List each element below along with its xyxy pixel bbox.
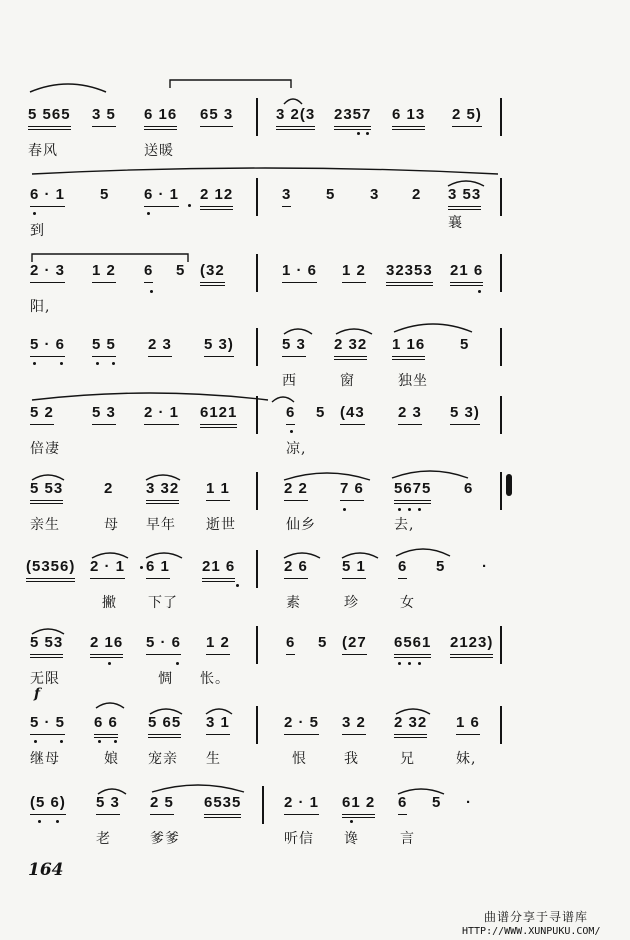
bar-line [256, 706, 258, 744]
lyric: 兄 [400, 751, 415, 767]
bar-line [500, 706, 502, 744]
note-group: 5 [100, 186, 110, 203]
octave-dot [114, 740, 117, 743]
lyric: 送暖 [144, 143, 174, 159]
octave-dot [34, 740, 37, 743]
slur [30, 388, 270, 402]
octave-dot [33, 212, 36, 215]
lyric: 到 [30, 223, 45, 239]
lyric: 爹爹 [150, 831, 180, 847]
note-group: (43 [340, 402, 365, 425]
octave-dot [290, 430, 293, 433]
note-group: 2 5) [452, 104, 482, 127]
octave-dot [350, 820, 353, 823]
note-group: 5 1 [342, 556, 366, 579]
note-group: 1 2 [206, 632, 230, 655]
bar-line [256, 550, 258, 588]
slur [30, 164, 500, 178]
lyric: 怅。 [200, 671, 230, 687]
octave-dot [147, 212, 150, 215]
notation-line [0, 334, 630, 364]
note-group: (5 6) [30, 792, 66, 815]
note-group: 1 16 [392, 334, 425, 360]
note-group: 5 [460, 336, 470, 353]
note-group: 1 · 6 [282, 260, 317, 283]
note-group: 2 · 5 [284, 712, 319, 735]
notation-line [0, 632, 630, 662]
octave-dot [56, 820, 59, 823]
note-group: 3 2 [342, 712, 366, 735]
ink-blot [506, 474, 512, 496]
note-group: 6 [464, 480, 474, 497]
octave-dot [398, 508, 401, 511]
bar-line [256, 98, 258, 136]
lyric: 老 [96, 831, 111, 847]
lyric-line [0, 296, 630, 318]
notation-line [0, 478, 630, 508]
note-group: 6 13 [392, 104, 425, 130]
lyric: 窗 [340, 373, 355, 389]
note-group: 3 53 [448, 184, 481, 210]
note-group: 1 1 [206, 478, 230, 501]
lyric: 言 [400, 831, 415, 847]
slur [28, 80, 108, 94]
note-group: 7 6 [340, 478, 364, 501]
score-row [0, 104, 630, 194]
octave-dot [108, 662, 111, 665]
note-group: 2 6 [284, 556, 308, 579]
note-group: 2 3 [148, 334, 172, 357]
lyric-line [0, 140, 630, 162]
notation-line [0, 402, 630, 432]
note-group: 21 6 [450, 260, 483, 286]
lyric: 宠亲 [148, 751, 178, 767]
notation-line [0, 712, 630, 742]
note-group: 2123) [450, 632, 493, 658]
note-group: 2357 [334, 104, 371, 130]
note-group: 6 · 1 [144, 184, 179, 207]
note-group: 6 [398, 556, 407, 579]
lyric: 女 [400, 595, 415, 611]
note-group: 5 [316, 404, 326, 421]
octave-dot [60, 740, 63, 743]
note-group: 3 32 [146, 478, 179, 504]
note-group: 5 [176, 262, 186, 279]
octave-dot [33, 362, 36, 365]
note-group: · [466, 794, 472, 811]
note-group: 5 3 [282, 334, 306, 357]
bar-line [500, 472, 502, 510]
lyric: 凉, [286, 441, 307, 457]
octave-dot [343, 508, 346, 511]
note-group: 3 2(3 [276, 104, 315, 130]
note-group: 6535 [204, 792, 241, 818]
note-group: (27 [342, 632, 367, 655]
lyric-line [0, 438, 630, 460]
slur [94, 698, 126, 710]
page-number: 164 [28, 860, 64, 880]
note-group: 2 · 1 [284, 792, 319, 815]
note-group: 2 · 1 [90, 556, 125, 579]
note-group: 32353 [386, 260, 433, 286]
note-group: 1 2 [342, 260, 366, 283]
slur [168, 76, 293, 90]
bar-line [256, 254, 258, 292]
bar-line [500, 98, 502, 136]
octave-dot [398, 662, 401, 665]
lyric: 妹, [456, 751, 477, 767]
note-group: 3 5 [92, 104, 116, 127]
note-group: 6 · 1 [30, 184, 65, 207]
note-group: 6121 [200, 402, 237, 428]
note-group: 2 · 3 [30, 260, 65, 283]
bar-line [500, 254, 502, 292]
lyric: 撇 [102, 595, 117, 611]
lyric-line [0, 668, 630, 690]
bar-line [262, 786, 264, 824]
lyric: 我 [344, 751, 359, 767]
note-group: 5 [432, 794, 442, 811]
note-group: 5 565 [28, 104, 71, 130]
note-group: 2 2 [284, 478, 308, 501]
lyric: 听信 [284, 831, 314, 847]
note-group: 3 1 [206, 712, 230, 735]
note-group: 2 5 [150, 792, 174, 815]
note-group: 5 3 [92, 402, 116, 425]
note-group: 2 32 [394, 712, 427, 738]
octave-dot [408, 508, 411, 511]
note-group: 6 [286, 402, 295, 425]
bar-line [500, 178, 502, 216]
lyric: 亲生 [30, 517, 60, 533]
octave-dot [60, 362, 63, 365]
lyric: 惆 [158, 671, 173, 687]
octave-dot [236, 584, 239, 587]
notation-line [0, 556, 630, 586]
bar-line [256, 396, 258, 434]
octave-dot [140, 566, 143, 569]
watermark-title: 曲谱分享于寻谱库 [484, 910, 589, 924]
note-group: 5 · 6 [146, 632, 181, 655]
note-group: 2 [412, 186, 422, 203]
lyric: 珍 [344, 595, 359, 611]
lyric: 襄 [448, 215, 463, 231]
notation-line [0, 184, 630, 214]
lyric-line [0, 592, 630, 614]
note-group: 3 [370, 186, 380, 203]
notation-line [0, 792, 630, 822]
lyric: 生 [206, 751, 221, 767]
lyric-line [0, 748, 630, 770]
octave-dot [408, 662, 411, 665]
note-group: 65 3 [200, 104, 233, 127]
note-group: · [482, 558, 488, 575]
note-group: 6 16 [144, 104, 177, 130]
note-group: 2 [104, 480, 114, 497]
lyric: 春风 [28, 143, 58, 159]
lyric: 继母 [30, 751, 60, 767]
lyric: 去, [394, 517, 415, 533]
note-group: 2 12 [200, 184, 233, 210]
note-group: 5 2 [30, 402, 54, 425]
note-group: 5 [436, 558, 446, 575]
note-group: 1 6 [456, 712, 480, 735]
lyric: 谗 [344, 831, 359, 847]
lyric: 阳, [30, 299, 51, 315]
note-group: 2 3 [398, 402, 422, 425]
note-group: 6 [144, 260, 153, 283]
note-group: 2 · 1 [144, 402, 179, 425]
bar-line [256, 626, 258, 664]
note-group: 5 3) [450, 402, 480, 425]
lyric-line [0, 514, 630, 536]
bar-line [500, 328, 502, 366]
note-group: (5356) [26, 556, 75, 582]
octave-dot [188, 204, 191, 207]
lyric: 无限 [30, 671, 60, 687]
bar-line [500, 396, 502, 434]
note-group: 6 [398, 792, 407, 815]
note-group: 5 · 6 [30, 334, 65, 357]
notation-line [0, 260, 630, 290]
note-group: 61 2 [342, 792, 375, 818]
note-group: 6 1 [146, 556, 170, 579]
slur [392, 318, 474, 334]
bar-line [256, 178, 258, 216]
note-group: 5 65 [148, 712, 181, 738]
lyric: 早年 [146, 517, 176, 533]
note-group: 6 [286, 632, 295, 655]
dynamic-mark: f [34, 686, 41, 702]
bar-line [256, 328, 258, 366]
note-group: (32 [200, 260, 225, 286]
note-group: 5 53 [30, 632, 63, 658]
octave-dot [418, 508, 421, 511]
lyric: 恨 [292, 751, 307, 767]
score-row [0, 792, 630, 882]
bar-line [500, 626, 502, 664]
note-group: 1 2 [92, 260, 116, 283]
note-group: 2 32 [334, 334, 367, 360]
lyric: 独坐 [398, 373, 428, 389]
note-group: 5 5 [92, 334, 116, 357]
note-group: 5 [326, 186, 336, 203]
lyric: 逝世 [206, 517, 236, 533]
octave-dot [38, 820, 41, 823]
notation-line [0, 104, 630, 134]
bar-line [256, 472, 258, 510]
note-group: 5675 [394, 478, 431, 504]
lyric-line [0, 828, 630, 850]
note-group: 5 · 5 [30, 712, 65, 735]
score-row [0, 712, 630, 802]
lyric: 仙乡 [286, 517, 316, 533]
note-group: 5 [318, 634, 328, 651]
watermark-url: HTTP://WWW.XUNPUKU.COM/ [462, 926, 601, 937]
lyric-line [0, 215, 630, 242]
lyric: 西 [282, 373, 297, 389]
lyric: 娘 [104, 751, 119, 767]
note-group: 21 6 [202, 556, 235, 582]
note-group: 6 6 [94, 712, 118, 738]
note-group: 5 3) [204, 334, 234, 357]
octave-dot [98, 740, 101, 743]
octave-dot [418, 662, 421, 665]
octave-dot [478, 290, 481, 293]
octave-dot [366, 132, 369, 135]
note-group: 3 [282, 184, 291, 207]
lyric: 下了 [148, 595, 178, 611]
note-group: 5 3 [96, 792, 120, 815]
octave-dot [112, 362, 115, 365]
note-group: 6561 [394, 632, 431, 658]
lyric: 素 [286, 595, 301, 611]
octave-dot [176, 662, 179, 665]
octave-dot [150, 290, 153, 293]
lyric: 母 [104, 517, 119, 533]
octave-dot [96, 362, 99, 365]
octave-dot [357, 132, 360, 135]
note-group: 5 53 [30, 478, 63, 504]
lyric: 倍凄 [30, 441, 60, 457]
note-group: 2 16 [90, 632, 123, 658]
